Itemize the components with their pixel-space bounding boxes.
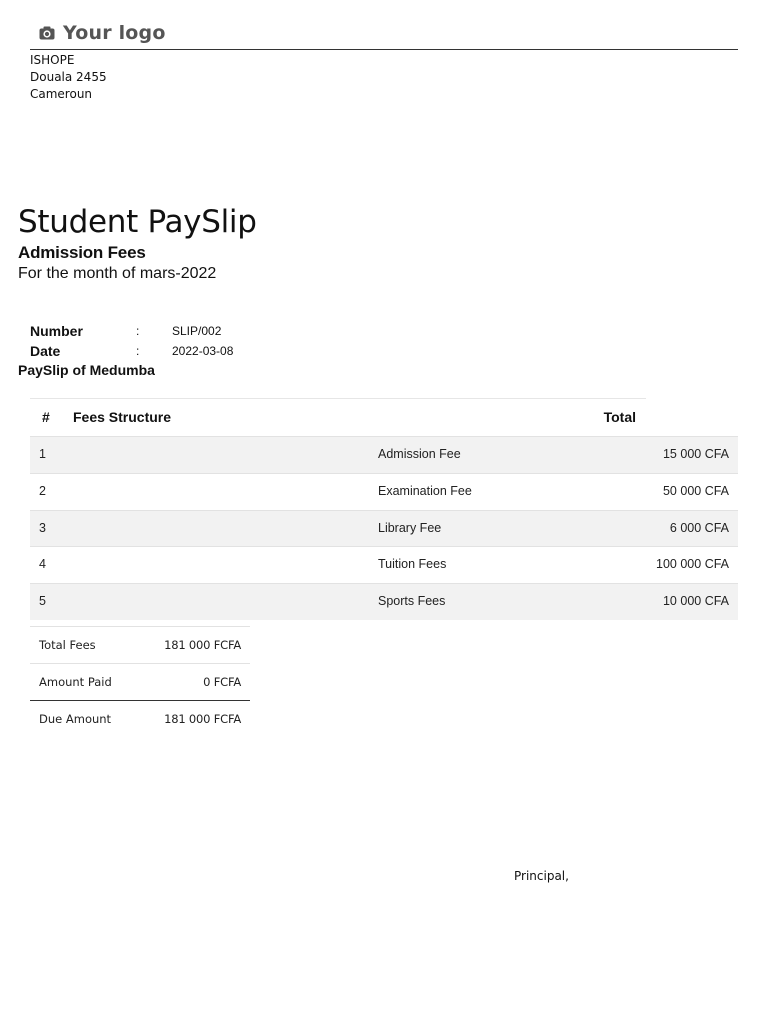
meta-date-row bbox=[30, 342, 233, 360]
principal-signature-label: Principal, bbox=[514, 869, 569, 883]
row-number: 4 bbox=[39, 557, 46, 572]
camera-icon bbox=[38, 24, 56, 42]
fee-name: Library Fee bbox=[378, 520, 442, 535]
amount-paid-value: 0 FCFA bbox=[203, 675, 241, 689]
fee-name: Tuition Fees bbox=[378, 557, 447, 572]
fee-amount: 10 000 CFA bbox=[662, 594, 729, 609]
fee-amount: 50 000 CFA bbox=[662, 483, 729, 498]
date-value: 2022-03-08 bbox=[172, 344, 234, 358]
total-fees-row bbox=[30, 626, 250, 663]
fees-table bbox=[30, 436, 738, 620]
company-name: ISHOPE bbox=[30, 53, 75, 67]
table-row bbox=[30, 546, 738, 583]
total-fees-label: Total Fees bbox=[39, 638, 96, 652]
fees-table-header bbox=[30, 399, 738, 436]
number-separator: : bbox=[136, 324, 140, 338]
date-label: Date bbox=[30, 343, 61, 359]
row-number: 3 bbox=[39, 520, 46, 535]
due-amount-value: 181 000 FCFA bbox=[164, 712, 241, 726]
fee-name: Examination Fee bbox=[378, 483, 472, 498]
company-logo bbox=[38, 20, 166, 46]
fee-amount: 100 000 CFA bbox=[656, 557, 729, 572]
due-amount-row bbox=[30, 700, 250, 737]
company-country: Cameroun bbox=[30, 87, 93, 101]
logo-text: Your logo bbox=[63, 22, 166, 44]
number-label: Number bbox=[30, 323, 83, 339]
document-subtitle: Admission Fees bbox=[18, 243, 146, 262]
number-value: SLIP/002 bbox=[172, 324, 222, 338]
totals-table bbox=[30, 626, 250, 737]
row-number: 2 bbox=[39, 483, 46, 498]
company-address-line: Douala 2455 bbox=[30, 70, 107, 84]
header-total: Total bbox=[603, 409, 636, 425]
table-row bbox=[30, 473, 738, 510]
fee-name: Sports Fees bbox=[378, 594, 446, 609]
header-divider bbox=[30, 49, 738, 50]
fee-name: Admission Fee bbox=[378, 447, 461, 461]
meta-number-row bbox=[30, 322, 221, 340]
table-row bbox=[30, 436, 738, 473]
document-title: Student PaySlip bbox=[18, 204, 257, 240]
header-number: # bbox=[42, 409, 50, 425]
row-number: 1 bbox=[39, 447, 46, 461]
fee-amount: 6 000 CFA bbox=[669, 520, 729, 535]
date-separator: : bbox=[136, 344, 140, 358]
row-number: 5 bbox=[39, 594, 46, 609]
amount-paid-label: Amount Paid bbox=[39, 675, 112, 689]
table-row bbox=[30, 583, 738, 620]
company-address bbox=[30, 52, 107, 103]
header-fees-structure: Fees Structure bbox=[73, 409, 172, 425]
table-row bbox=[30, 510, 738, 547]
document-period: For the month of mars-2022 bbox=[18, 265, 217, 282]
total-fees-value: 181 000 FCFA bbox=[164, 638, 241, 652]
payslip-recipient: PaySlip of Medumba bbox=[18, 362, 155, 378]
amount-paid-row bbox=[30, 663, 250, 700]
due-amount-label: Due Amount bbox=[39, 712, 112, 726]
fee-amount: 15 000 CFA bbox=[662, 447, 729, 461]
